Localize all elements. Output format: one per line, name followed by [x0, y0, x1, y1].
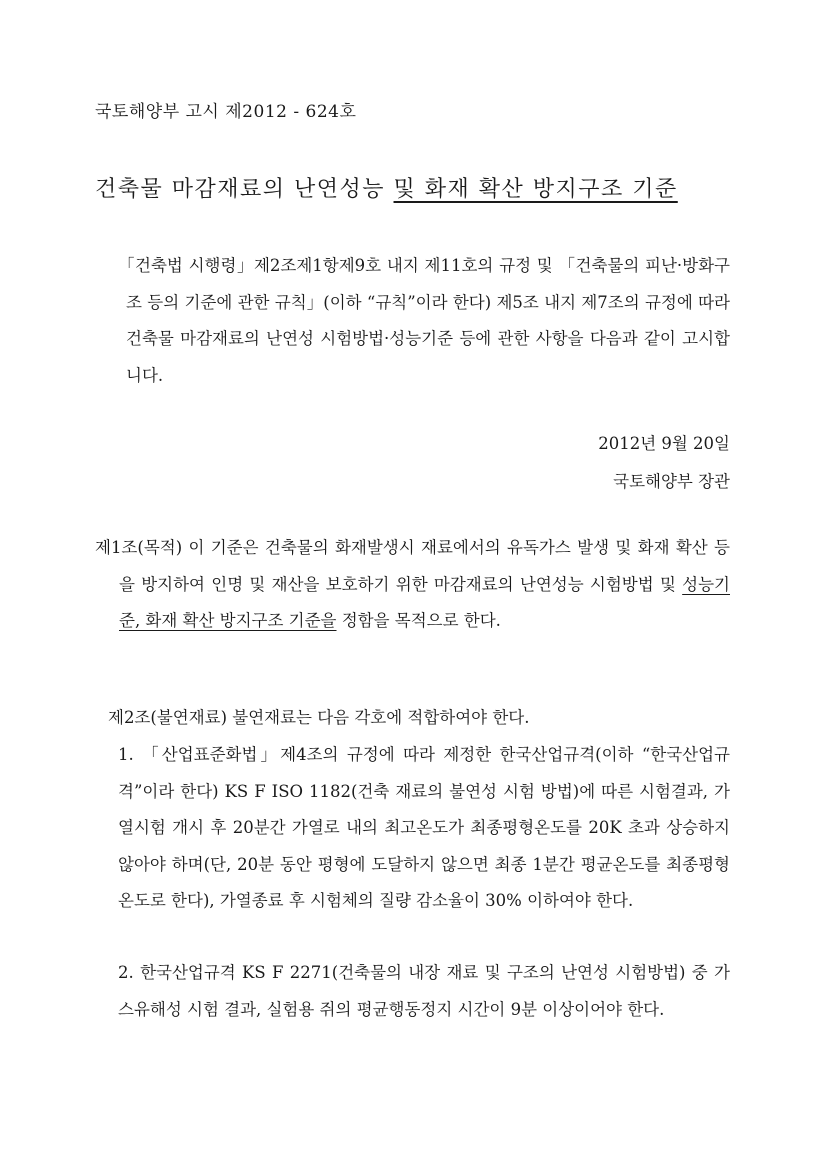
notice-date: 2012년 9월 20일: [598, 434, 730, 453]
article-2-item-2: 2. 한국산업규격 KS F 2271(건축물의 내장 재료 및 구조의 난연성 시험방법) 중 가스유해성 시험 결과, 실험용 쥐의 평균행동정지 시간이 9분 이상이어야 한다.: [118, 963, 730, 1019]
notice-number: 국토해양부 고시 제2012 - 624호: [95, 102, 357, 122]
article-1: [95, 530, 730, 640]
article-2-item-1: 1. 「산업표준화법」제4조의 규정에 따라 제정한 한국산업규격(이하 “한국산업규격”이라 한다) KS F ISO 1182(건축 재료의 불연성 시험 방법)에 따른 시험결과, 가열시험 개시 후 20분간 가열로 내의 최고온도가 최종평형온도를 20K 초과 상승하지 않아야 하며(단, 20분 동안 평형에 도달하지 않으면 최종 1분간 평균온도를 최종평형온도로 한다), 가열종료 후 시험체의 질량 감소율이 30% 이하여야 한다.: [118, 745, 730, 910]
issuing-authority: 국토해양부 장관: [613, 472, 730, 491]
article-1-underlined-text: 성능기준, 화재 확산 방지구조 기준을: [119, 574, 730, 630]
article-2-heading: 제2조(불연재료) 불연재료는 다음 각호에 적합하여야 한다.: [108, 708, 530, 727]
article-1-text: 제1조(목적) 이 기준은 건축물의 화재발생시 재료에서의 유독가스 발생 및 화재 확산 등을 방지하여 인명 및 재산을 보호하기 위한 마감재료의 난연성능 시험방법 및: [95, 538, 730, 594]
signature-block: [598, 425, 730, 501]
document-title: [95, 172, 735, 203]
title-underlined: 및 화재 확산 방지구조 기준: [393, 177, 678, 202]
article-1-text-end: 정함을 목적으로 한다.: [336, 611, 501, 630]
title-main: 건축물 마감재료의 난연성능: [95, 177, 394, 202]
preamble-paragraph: 「건축법 시행령」제2조제1항제9호 내지 제11호의 규정 및 「건축물의 피난·방화구조 등의 기준에 관한 규칙」(이하 “규칙”이라 한다) 제5조 내지 제7조의 규정에 따라 건축물 마감재료의 난연성 시험방법·성능기준 등에 관한 사항을 다음과 같이 고시합니다.: [118, 256, 730, 385]
